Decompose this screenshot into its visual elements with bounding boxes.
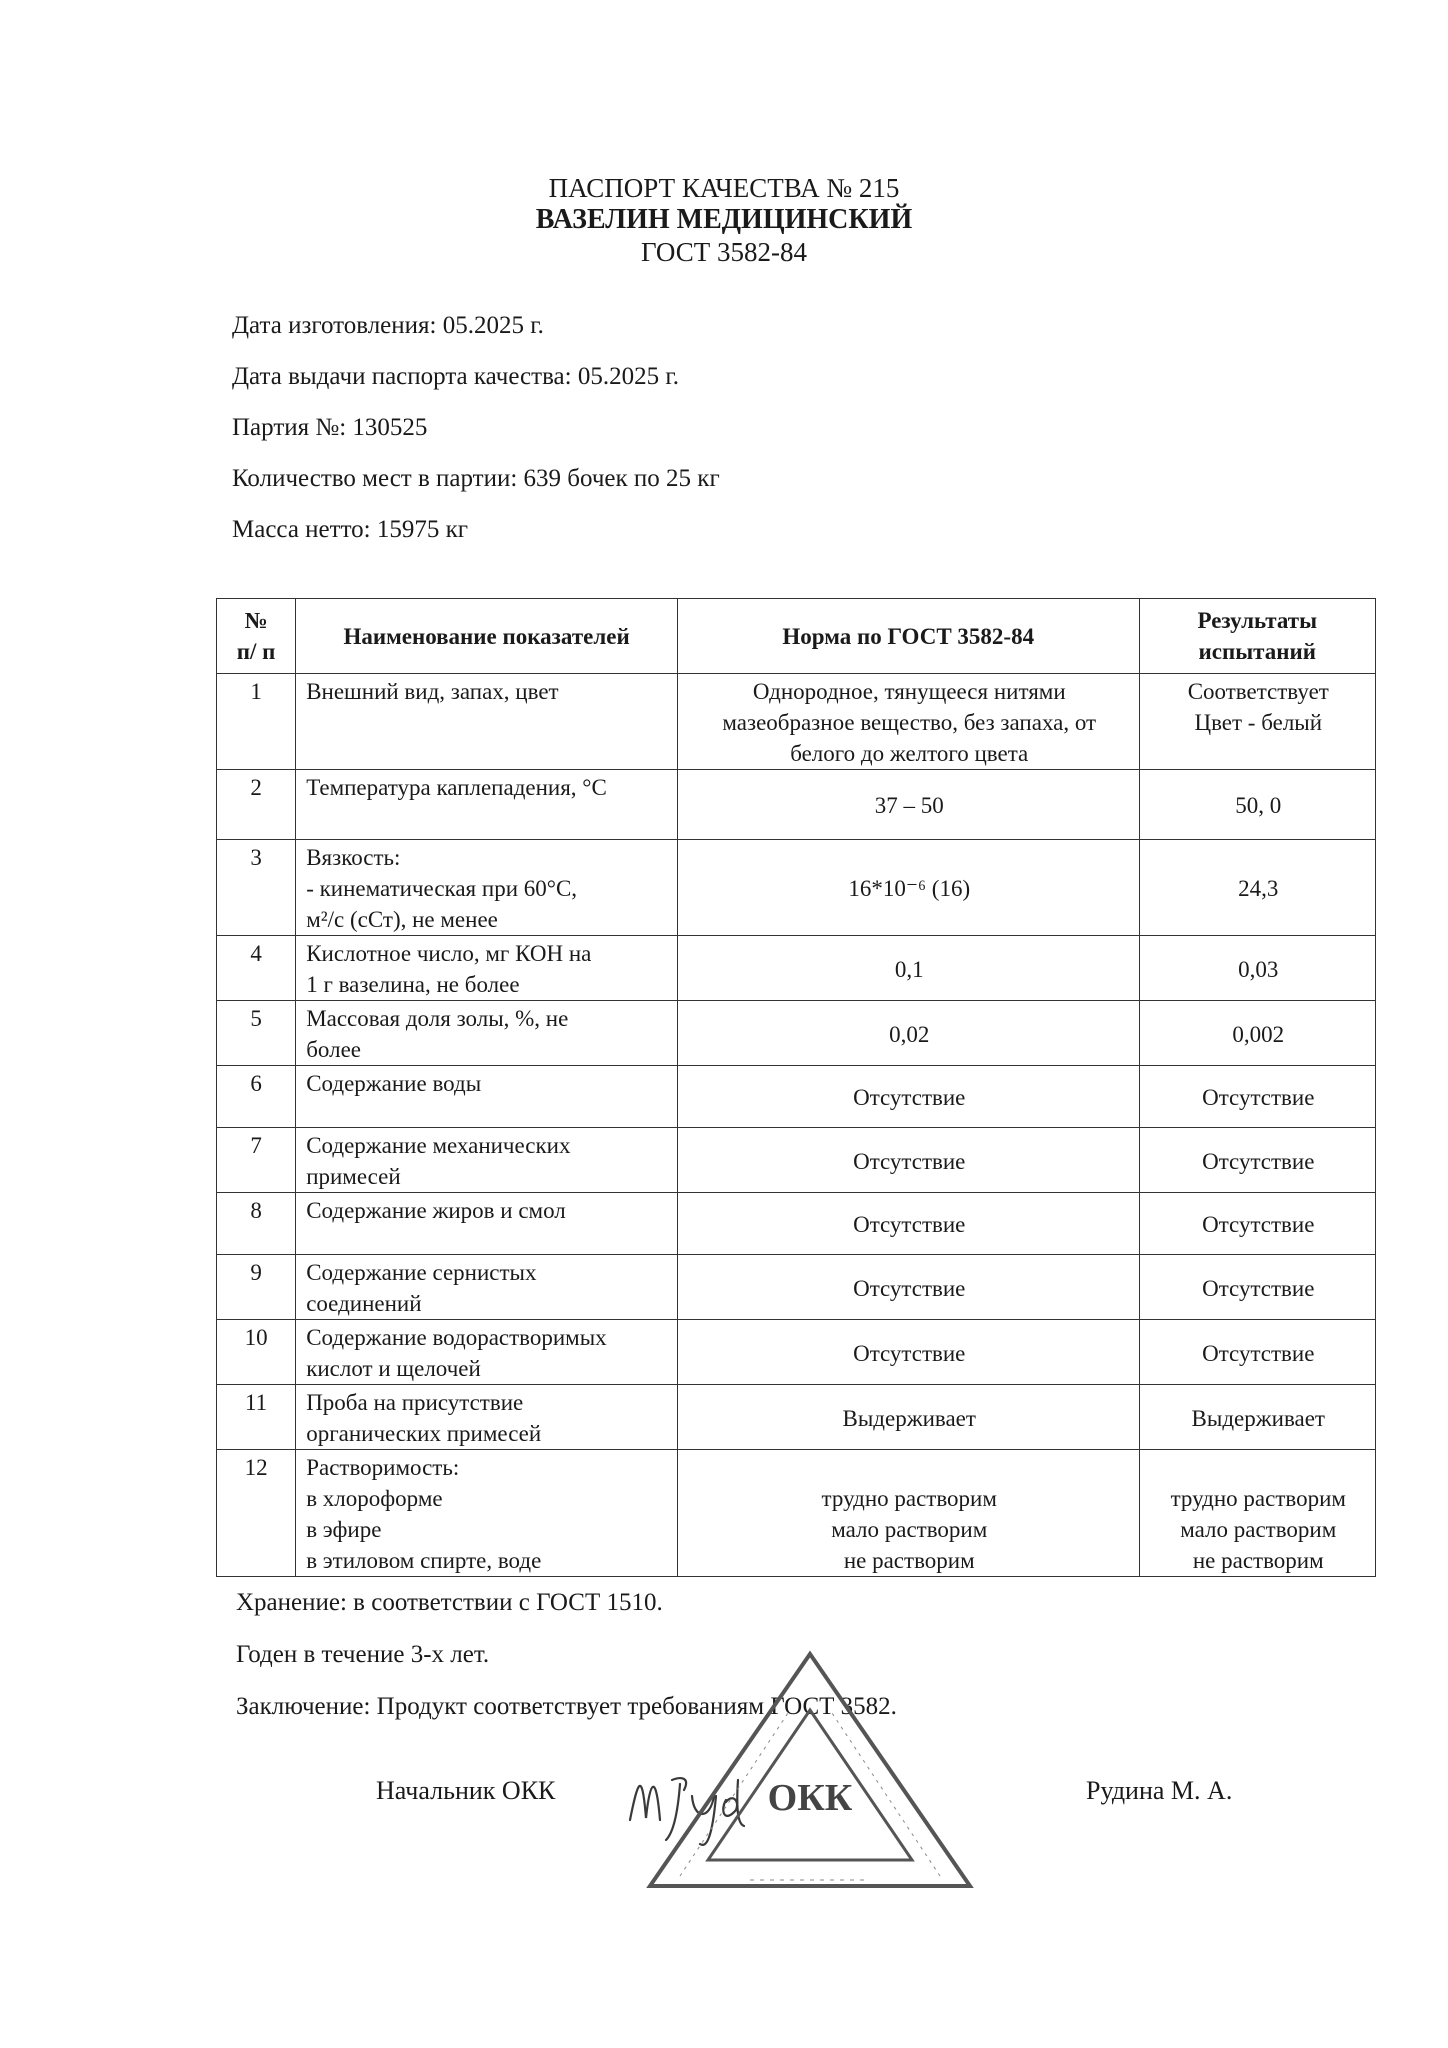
row-number: 12	[217, 1450, 296, 1577]
row-indicator-name: Проба на присутствие органических примесей	[296, 1385, 678, 1450]
row-number: 9	[217, 1255, 296, 1320]
row-result: Отсутствие	[1139, 1128, 1375, 1193]
issue-date: Дата выдачи паспорта качества: 05.2025 г.	[232, 363, 680, 390]
signatory-name: Рудина М. А.	[1086, 1776, 1233, 1805]
conclusion-note: Заключение: Продукт соответствует требованиям ГОСТ 3582.	[236, 1693, 897, 1720]
row-norm: Отсутствие	[677, 1066, 1139, 1128]
header-result: Результаты испытаний	[1139, 599, 1375, 674]
row-indicator-name: Содержание воды	[296, 1066, 678, 1128]
table-row	[217, 936, 1376, 1001]
row-norm: Однородное, тянущееся нитями мазеобразное вещество, без запаха, от белого до желтого цвета	[677, 674, 1139, 770]
row-number: 11	[217, 1385, 296, 1450]
row-norm: 37 – 50	[677, 770, 1139, 840]
passport-number: ПАСПОРТ КАЧЕСТВА № 215	[548, 173, 900, 203]
row-indicator-name: Температура каплепадения, °С	[296, 770, 678, 840]
row-indicator-name: Содержание механических примесей	[296, 1128, 678, 1193]
row-number: 3	[217, 840, 296, 936]
header-name: Наименование показателей	[296, 599, 678, 674]
batch-number: Партия №: 130525	[232, 414, 428, 441]
table-row	[217, 1128, 1376, 1193]
net-mass: Масса нетто: 15975 кг	[232, 516, 469, 543]
table-row	[217, 1320, 1376, 1385]
row-result: Отсутствие	[1139, 1066, 1375, 1128]
batch-info	[232, 308, 720, 563]
row-number: 4	[217, 936, 296, 1001]
row-number: 2	[217, 770, 296, 840]
stamp-center-text: ОКК	[767, 1777, 853, 1819]
row-number: 8	[217, 1193, 296, 1255]
row-norm: Отсутствие	[677, 1193, 1139, 1255]
quality-table	[216, 598, 1376, 1577]
row-indicator-name: Содержание жиров и смол	[296, 1193, 678, 1255]
row-indicator-name: Массовая доля золы, %, не более	[296, 1001, 678, 1066]
row-result: Отсутствие	[1139, 1255, 1375, 1320]
manufacture-date: Дата изготовления: 05.2025 г.	[232, 312, 544, 339]
table-row	[217, 770, 1376, 840]
okk-stamp	[640, 1640, 980, 1920]
row-result: Отсутствие	[1139, 1193, 1375, 1255]
row-result: Соответствует Цвет - белый	[1139, 674, 1375, 770]
product-standard: ГОСТ 3582-84	[640, 237, 807, 267]
row-norm: Отсутствие	[677, 1128, 1139, 1193]
batch-quantity: Количество мест в партии: 639 бочек по 25 кг	[232, 465, 720, 492]
row-norm: трудно растворим мало растворим не растворим	[677, 1450, 1139, 1577]
table-row	[217, 840, 1376, 936]
row-norm: Отсутствие	[677, 1320, 1139, 1385]
row-result: трудно растворим мало растворим не растворим	[1139, 1450, 1375, 1577]
table-row	[217, 1001, 1376, 1066]
row-result: 50, 0	[1139, 770, 1375, 840]
table-row	[217, 674, 1376, 770]
header-num: № п/ п	[217, 599, 296, 674]
row-result: Выдерживает	[1139, 1385, 1375, 1450]
row-norm: Выдерживает	[677, 1385, 1139, 1450]
product-title: ВАЗЕЛИН МЕДИЦИНСКИЙ	[535, 204, 913, 235]
header-norm: Норма по ГОСТ 3582-84	[677, 599, 1139, 674]
row-result: 24,3	[1139, 840, 1375, 936]
row-result: Отсутствие	[1139, 1320, 1375, 1385]
row-indicator-name: Растворимость: в хлороформе в эфире в этиловом спирте, воде	[296, 1450, 678, 1577]
row-indicator-name: Кислотное число, мг КОН на 1 г вазелина, не более	[296, 936, 678, 1001]
row-norm: Отсутствие	[677, 1255, 1139, 1320]
row-number: 10	[217, 1320, 296, 1385]
row-number: 6	[217, 1066, 296, 1128]
row-indicator-name: Внешний вид, запах, цвет	[296, 674, 678, 770]
row-indicator-name: Содержание водорастворимых кислот и щелочей	[296, 1320, 678, 1385]
document-header	[0, 172, 1448, 268]
table-row	[217, 1193, 1376, 1255]
row-norm: 0,1	[677, 936, 1139, 1001]
storage-note: Хранение: в соответствии с ГОСТ 1510.	[236, 1589, 663, 1616]
row-number: 7	[217, 1128, 296, 1193]
row-result: 0,002	[1139, 1001, 1375, 1066]
table-row	[217, 1450, 1376, 1577]
row-number: 1	[217, 674, 296, 770]
row-number: 5	[217, 1001, 296, 1066]
shelf-life-note: Годен в течение 3-х лет.	[236, 1641, 490, 1668]
table-row	[217, 1385, 1376, 1450]
table-body	[217, 674, 1376, 1577]
table-header-row	[217, 599, 1376, 674]
row-result: 0,03	[1139, 936, 1375, 1001]
row-norm: 16*10⁻⁶ (16)	[677, 840, 1139, 936]
table-row	[217, 1255, 1376, 1320]
signatory-position: Начальник ОКК	[376, 1776, 556, 1805]
row-norm: 0,02	[677, 1001, 1139, 1066]
table-row	[217, 1066, 1376, 1128]
row-indicator-name: Содержание сернистых соединений	[296, 1255, 678, 1320]
row-indicator-name: Вязкость: - кинематическая при 60°С, м²/с (сСт), не менее	[296, 840, 678, 936]
